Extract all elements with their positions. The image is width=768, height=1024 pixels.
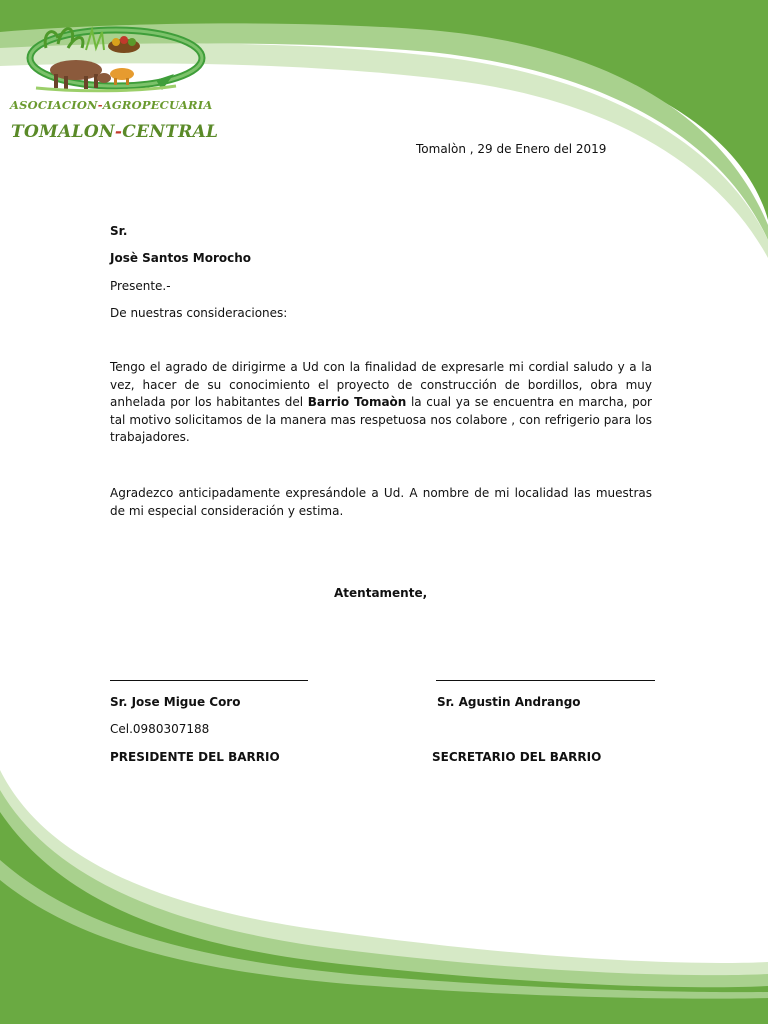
place-date: Tomalòn , 29 de Enero del 2019 bbox=[416, 142, 607, 156]
left-signatory-role: PRESIDENTE DEL BARRIO bbox=[110, 750, 280, 764]
right-signatory-name: Sr. Agustin Andrango bbox=[437, 695, 581, 709]
left-signatory-name: Sr. Jose Migue Coro bbox=[110, 695, 241, 709]
presente-line: Presente.- bbox=[110, 279, 171, 293]
signature-line-left bbox=[110, 680, 308, 681]
right-signatory-role: SECRETARIO DEL BARRIO bbox=[432, 750, 602, 764]
body-paragraph-1: Tengo el agrado de dirigirme a Ud con la finalidad de expresarle mi cordial saludo y a la vez, hacer de su conocimiento el proyecto de construcción de bordillos, obra muy anhelada por los habitantes del Barrio Tomaòn la cual ya se encuentra en marcha, por tal motivo solicitamos de la manera mas respetuosa nos colabore , con refrigerio para los trabajadores. bbox=[110, 360, 652, 444]
closing: Atentamente, bbox=[334, 586, 428, 600]
logo-emblem-icon bbox=[6, 18, 216, 98]
logo-line-association: ASOCIACION-AGROPECUARIA bbox=[10, 98, 213, 112]
body-paragraph-2: Agradezco anticipadamente expresándole a Ud. A nombre de mi localidad las muestras de mi especial consideración y estima. bbox=[110, 486, 652, 518]
association-logo bbox=[6, 18, 219, 153]
considerations-line: De nuestras consideraciones: bbox=[110, 306, 288, 320]
salutation: Sr. bbox=[110, 224, 128, 238]
left-signatory-phone: Cel.0980307188 bbox=[110, 722, 210, 736]
barrio-name: Barrio Tomaòn bbox=[307, 395, 407, 409]
recipient-name: Josè Santos Morocho bbox=[110, 251, 251, 265]
logo-line-tomalon-central: TOMALON-CENTRAL bbox=[11, 122, 219, 142]
signature-line-right bbox=[436, 680, 655, 681]
